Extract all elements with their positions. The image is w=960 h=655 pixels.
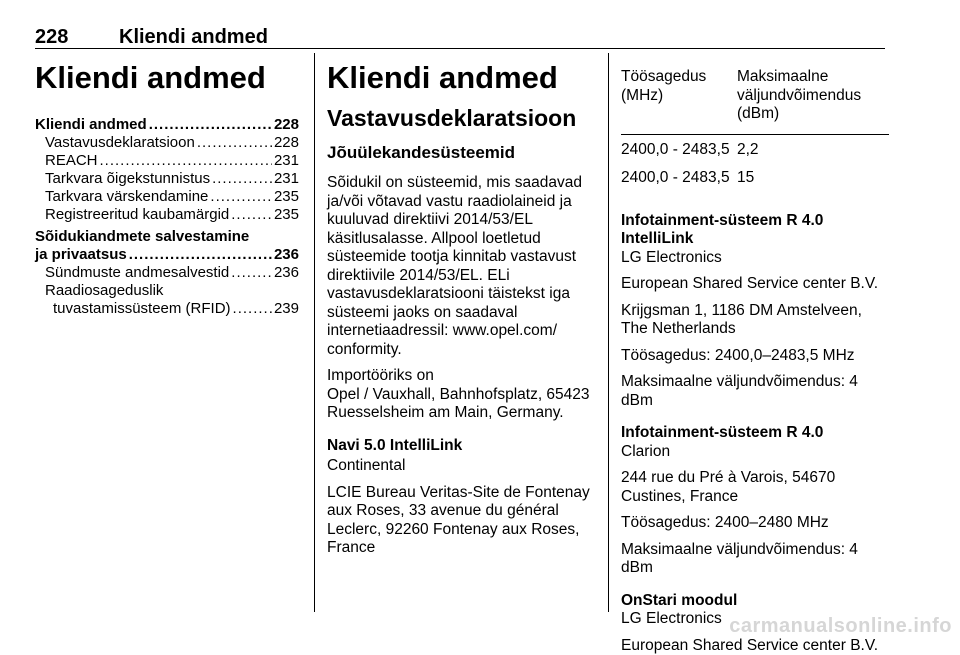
table-header-row xyxy=(621,68,889,134)
column-header-frequency: Töösagedus (MHz) xyxy=(621,68,737,134)
dot-leader xyxy=(129,246,272,264)
chapter-title: Kliendi andmed xyxy=(35,60,299,96)
content-column-2 xyxy=(327,56,597,558)
toc-entry[interactable]: Registreeritud kaubamärgid ..... 235 xyxy=(35,206,299,224)
toc-column xyxy=(35,56,299,318)
device-address: Krijgsman 1, 1186 DM Amstelveen, The Netherlands xyxy=(621,302,889,339)
device-maker: LG Electronics xyxy=(621,249,889,268)
dot-leader xyxy=(210,188,272,206)
toc-entry-main[interactable]: Kliendi andmed ..... 228 xyxy=(35,116,299,134)
device-power: Maksimaalne väljundvõimendus: 4 dBm xyxy=(621,373,889,410)
watermark: carmanualsonline.info xyxy=(729,615,952,638)
dot-leader xyxy=(231,206,272,224)
header-title: Kliendi andmed xyxy=(119,26,268,49)
device-maker: Clarion xyxy=(621,443,889,462)
paragraph: Importööriks on Opel / Vauxhall, Bahnhofsplatz, 65423 Ruesselsheim am Main, Germany. xyxy=(327,367,597,423)
column-header-power: Maksimaalne väljundvõimendus (dBm) xyxy=(737,68,889,134)
page-number: 228 xyxy=(35,26,68,49)
column-divider xyxy=(314,53,315,612)
device-heading: Navi 5.0 IntelliLink xyxy=(327,437,597,456)
device-center: European Shared Service center B.V. xyxy=(621,637,889,655)
toc-entry[interactable]: Raadiosageduslik tuvastamissüsteem (RFID) ..... 239 xyxy=(35,282,299,318)
column-divider xyxy=(608,53,609,612)
toc-entry[interactable]: Vastavusdeklaratsioon ..... 228 xyxy=(35,134,299,152)
cell-power: 2,2 xyxy=(737,134,889,169)
frequency-table xyxy=(621,68,889,192)
toc-entry[interactable]: Tarkvara õigekstunnistus ..... 231 xyxy=(35,170,299,188)
device-power: Maksimaalne väljundvõimendus: 4 dBm xyxy=(621,541,889,578)
device-frequency: Töösagedus: 2400,0–2483,5 MHz xyxy=(621,347,889,366)
chapter-heading: Kliendi andmed xyxy=(327,60,597,96)
paragraph: Sõidukil on süsteemid, mis saadavad ja/või võtavad vastu raadiolaineid ja kuuluvad direktiivi 2014/53/EL käsitlusalasse. Allpool loetletud süsteemide tootja kinnitab vastavust direktiivile 2014/53/EL. ELi vastavusdeklaratsiooni täistekst iga süsteemi jaoks on saadaval internetiaadressil: www.opel.com/ conformity. xyxy=(327,174,597,359)
device-heading: Infotainment-süsteem R 4.0 xyxy=(621,424,889,443)
device-maker: Continental xyxy=(327,457,597,476)
dot-leader xyxy=(231,264,272,282)
device-heading: OnStari moodul xyxy=(621,592,889,611)
device-frequency: Töösagedus: 2400–2480 MHz xyxy=(621,514,889,533)
device-center: European Shared Service center B.V. xyxy=(621,275,889,294)
dot-leader xyxy=(149,116,272,134)
device-maker: LG Electronics xyxy=(621,610,889,629)
cell-frequency: 2400,0 - 2483,5 xyxy=(621,134,737,169)
dot-leader xyxy=(233,300,272,318)
toc-entry-main[interactable]: Sõidukiandmete salvestamine ja privaatsus ..... 236 xyxy=(35,228,299,264)
device-address: LCIE Bureau Veritas-Site de Fontenay aux Roses, 33 avenue du général Leclerc, 92260 Fontenay aux Roses, France xyxy=(327,484,597,558)
content-column-3 xyxy=(621,68,889,655)
cell-frequency: 2400,0 - 2483,5 xyxy=(621,169,737,192)
dot-leader xyxy=(197,134,272,152)
subsection-heading: Jõuülekandesüsteemid xyxy=(327,142,597,163)
device-address: 244 rue du Pré à Varois, 54670 Custines, France xyxy=(621,469,889,506)
toc-entry[interactable]: Sündmuste andmesalvestid ..... 236 xyxy=(35,264,299,282)
dot-leader xyxy=(212,170,272,188)
device-heading: Infotainment-süsteem R 4.0 IntelliLink xyxy=(621,212,889,249)
cell-power: 15 xyxy=(737,169,889,192)
table-of-contents xyxy=(35,116,299,318)
dot-leader xyxy=(100,152,272,170)
toc-entry[interactable]: Tarkvara värskendamine ..... 235 xyxy=(35,188,299,206)
page-header xyxy=(35,24,885,49)
table-row xyxy=(621,169,889,192)
table-row xyxy=(621,134,889,169)
section-heading: Vastavusdeklaratsioon xyxy=(327,104,597,132)
toc-entry[interactable]: REACH ..... 231 xyxy=(35,152,299,170)
